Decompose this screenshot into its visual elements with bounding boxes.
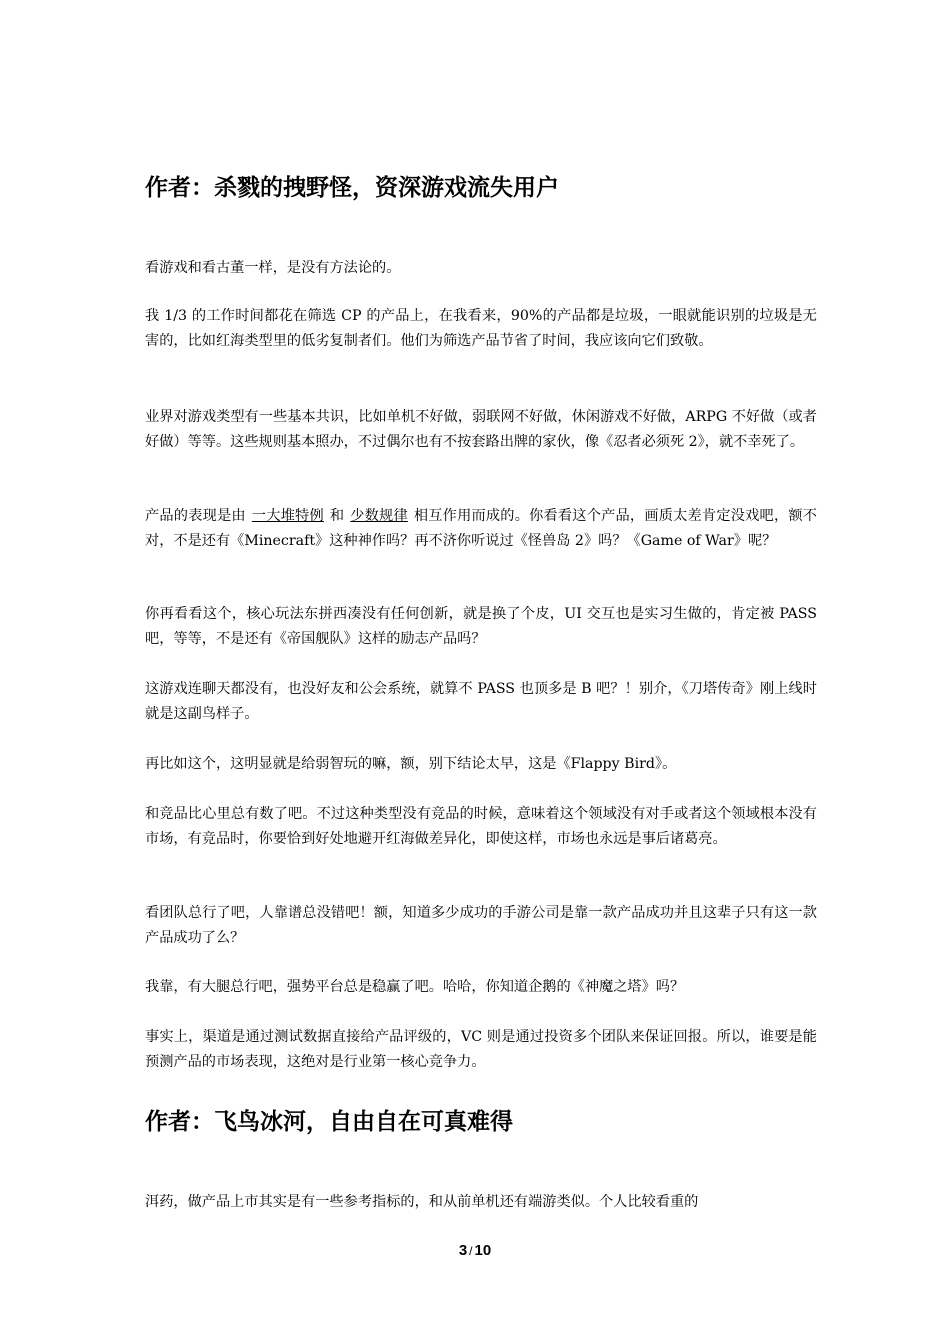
paragraph: 看游戏和看古董一样，是没有方法论的。 [145, 260, 401, 276]
paragraph: 业界对游戏类型有一些基本共识，比如单机不好做，弱联网不好做，休闲游戏不好做，ARPG 不好做（或者好做）等等。这些规则基本照办，不过偶尔也有不按套路出牌的家伙，像《忍者必须死 2》，就不幸死了。 [145, 409, 817, 450]
page-number [0, 1242, 950, 1259]
paragraph: 你再看看这个，核心玩法东拼西凑没有任何创新，就是换了个皮，UI 交互也是实习生做的，肯定被 PASS 吧，等等，不是还有《帝国舰队》这样的励志产品吗？ [145, 606, 817, 647]
paragraph-text: 相互作用而成的。你看看这个产品，画质太差肯定没戏吧，额不对，不是还有《Minecraft》这种神作吗？再不济你听说过《怪兽岛 2》吗？《Game of War》呢？ [145, 508, 817, 549]
paragraph: 和竞品比心里总有数了吧。不过这种类型没有竞品的时候，意味着这个领域没有对手或者这个领域根本没有市场，有竞品时，你要恰到好处地避开红海做差异化，即使这样，市场也永远是事后诸葛亮。 [145, 806, 817, 847]
paragraph-text: 和 [329, 508, 345, 524]
paragraph: 洱药，做产品上市其实是有一些参考指标的，和从前单机还有端游类似。个人比较看重的 [145, 1194, 699, 1210]
section-heading-1: 作者：杀戮的拽野怪，资深游戏流失用户 [145, 175, 559, 201]
link-special-cases[interactable]: 一大堆特例 [251, 508, 324, 524]
paragraph: 这游戏连聊天都没有，也没好友和公会系统，就算不 PASS 也顶多是 B 吧？！别介，《刀塔传奇》刚上线时就是这副鸟样子。 [145, 681, 817, 722]
paragraph: 我 1/3 的工作时间都花在筛选 CP 的产品上，在我看来，90%的产品都是垃圾，一眼就能识别的垃圾是无害的，比如红海类型里的低劣复制者们。他们为筛选产品节省了时间，我应该向它们致敬。 [145, 308, 817, 349]
total-pages: 10 [474, 1242, 492, 1259]
paragraph: 事实上，渠道是通过测试数据直接给产品评级的，VC 则是通过投资多个团队来保证回报。所以，谁要是能预测产品的市场表现，这绝对是行业第一核心竞争力。 [145, 1029, 817, 1070]
page-separator: / [469, 1244, 473, 1258]
paragraph-text: 产品的表现是由 [145, 508, 246, 524]
current-page: 3 [458, 1242, 468, 1259]
paragraph-with-links [145, 504, 817, 553]
link-few-rules[interactable]: 少数规律 [350, 508, 408, 524]
paragraph: 我靠，有大腿总行吧，强势平台总是稳赢了吧。哈哈，你知道企鹅的《神魔之塔》吗？ [145, 979, 685, 995]
section-heading-2: 作者：飞鸟冰河，自由自在可真难得 [145, 1109, 513, 1135]
paragraph: 再比如这个，这明显就是给弱智玩的嘛，额，别下结论太早，这是《Flappy Bird》。 [145, 756, 677, 772]
paragraph: 看团队总行了吧，人靠谱总没错吧！额，知道多少成功的手游公司是靠一款产品成功并且这辈子只有这一款产品成功了么？ [145, 905, 817, 946]
